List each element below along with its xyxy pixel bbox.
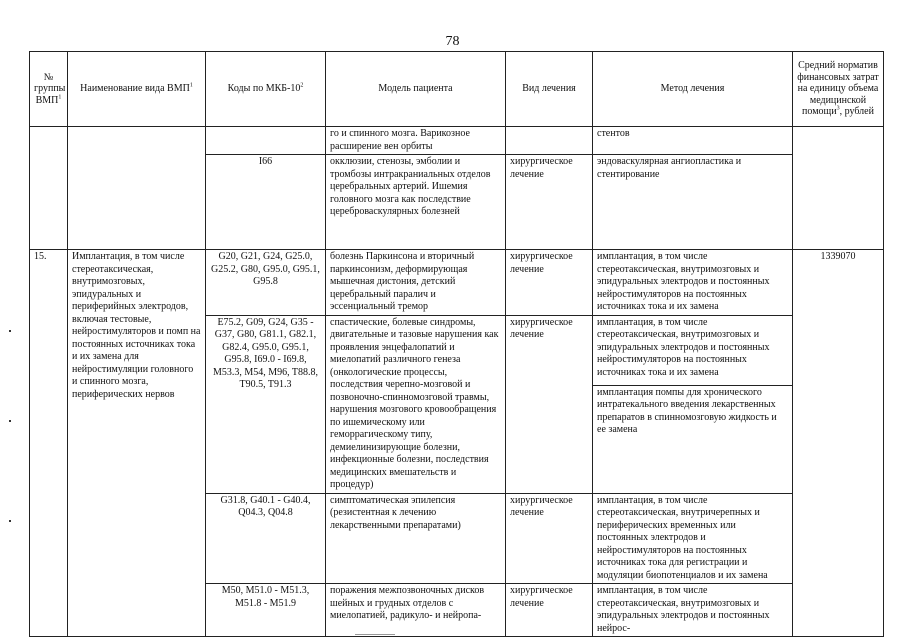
header-average-cost: Средний норматив финансовых затрат на единицу объема медицинской помощи$^3$, рублей [793, 52, 884, 127]
header-treatment-method: Метод лечения [593, 52, 793, 127]
header-treatment-type: Вид лечения [506, 52, 593, 127]
treatment-type-cell: хирургическое лечение [506, 315, 593, 493]
treatment-type-cell [506, 127, 593, 155]
treatment-method-cell: эндоваскулярная ангиопластика и стентирование [593, 155, 793, 250]
treatment-type-cell: хирургическое лечение [506, 493, 593, 584]
vmp-table [29, 51, 884, 637]
patient-model-cell: поражения межпозвоночных дисков шейных и грудных отделов с миелопатией, радикуло- и нейропа- [326, 584, 506, 637]
treatment-type-cell: хирургическое лечение [506, 250, 593, 316]
patient-model-cell: окклюзии, стенозы, эмболии и тромбозы интракраниальных отделов церебральных артерий. Ишемия головного мозга как последствие цереброваскулярных болезней [326, 155, 506, 250]
average-cost-cell: 1339070 [793, 250, 884, 637]
icd-codes-cell [206, 127, 326, 155]
average-cost-cell [793, 127, 884, 250]
icd-codes-cell: M50, M51.0 - M51.3, M51.8 - M51.9 [206, 584, 326, 637]
scan-mark [9, 330, 11, 332]
vmp-name-cell: Имплантация, в том числе стереотаксическая, внутримозговых, эпидуральных и периферийных электродов, включая тестовые, нейростимуляторов и помп на постоянных источниках тока и их замена для нейростимуляции головного и спинного мозга, периферических нервов [68, 250, 206, 637]
group-no-cell: 15. [30, 250, 68, 637]
patient-model-cell: спастические, болевые синдромы, двигательные и тазовые нарушения как проявления энцефалопатий и миелопатий различного генеза (онкологические процессы, последствия черепно-мозговой и позвоночно-спинномозговой травмы, нарушения мозгового кровообращения по ишемическому или геморрагическому типу, демиелинизирующие болезни, инфекционные болезни, последствия медицинских вмешательств и процедур) [326, 315, 506, 493]
header-icd-codes: Коды по МКБ-$10^2$ [206, 52, 326, 127]
header-vmp-name: Наименование вида ВМП$^1$ [68, 52, 206, 127]
scan-mark [9, 420, 11, 422]
header-patient-model: Модель пациента [326, 52, 506, 127]
table-row [30, 250, 884, 316]
vmp-name-cell [68, 127, 206, 250]
treatment-type-cell: хирургическое лечение [506, 584, 593, 637]
scan-mark [9, 520, 11, 522]
treatment-method-cell: имплантация, в том числе стереотаксическая, внутримозговых и эпидуральных электродов и постоянных нейростимуляторов на постоянных источниках тока и их замена [593, 315, 793, 385]
icd-codes-cell: G31.8, G40.1 - G40.4, Q04.3, Q04.8 [206, 493, 326, 584]
treatment-type-cell: хирургическое лечение [506, 155, 593, 250]
table-row [30, 127, 884, 155]
table-header-row [30, 52, 884, 127]
treatment-method-cell: имплантация, в том числе стереотаксическая, внутричерепных и периферических временных или постоянных электродов и нейростимуляторов на постоянных источниках тока для регистрации и модуляции биопотенциалов и их замена [593, 493, 793, 584]
treatment-method-cell: стентов [593, 127, 793, 155]
header-group-no: № группы ВМП$^1$ [30, 52, 68, 127]
group-no-cell [30, 127, 68, 250]
treatment-method-cell: имплантация, в том числе стереотаксическая, внутримозговых и эпидуральных электродов и постоянных нейрос- [593, 584, 793, 637]
treatment-method-cell: имплантация, в том числе стереотаксическая, внутримозговых и эпидуральных электродов и постоянных нейростимуляторов на постоянных источниках тока и их замена [593, 250, 793, 316]
patient-model-cell: болезнь Паркинсона и вторичный паркинсонизм, деформирующая мышечная дистония, детский церебральный паралич и эссенциальный тремор [326, 250, 506, 316]
icd-codes-cell: I66 [206, 155, 326, 250]
treatment-method-cell: имплантация помпы для хронического интратекального введения лекарственных препаратов в спинномозговую жидкость и ее замена [593, 385, 793, 493]
icd-codes-cell: G20, G21, G24, G25.0, G25.2, G80, G95.0, G95.1, G95.8 [206, 250, 326, 316]
page-number: 78 [445, 34, 460, 49]
patient-model-cell: го и спинного мозга. Варикозное расширение вен орбиты [326, 127, 506, 155]
scan-mark [355, 634, 395, 635]
patient-model-cell: симптоматическая эпилепсия (резистентная к лечению лекарственными препаратами) [326, 493, 506, 584]
icd-codes-cell: E75.2, G09, G24, G35 - G37, G80, G81.1, G82.1, G82.4, G95.0, G95.1, G95.8, I69.0 - I69.8, M53.3, M54, M96, T88.8, T90.5, T91.3 [206, 315, 326, 493]
